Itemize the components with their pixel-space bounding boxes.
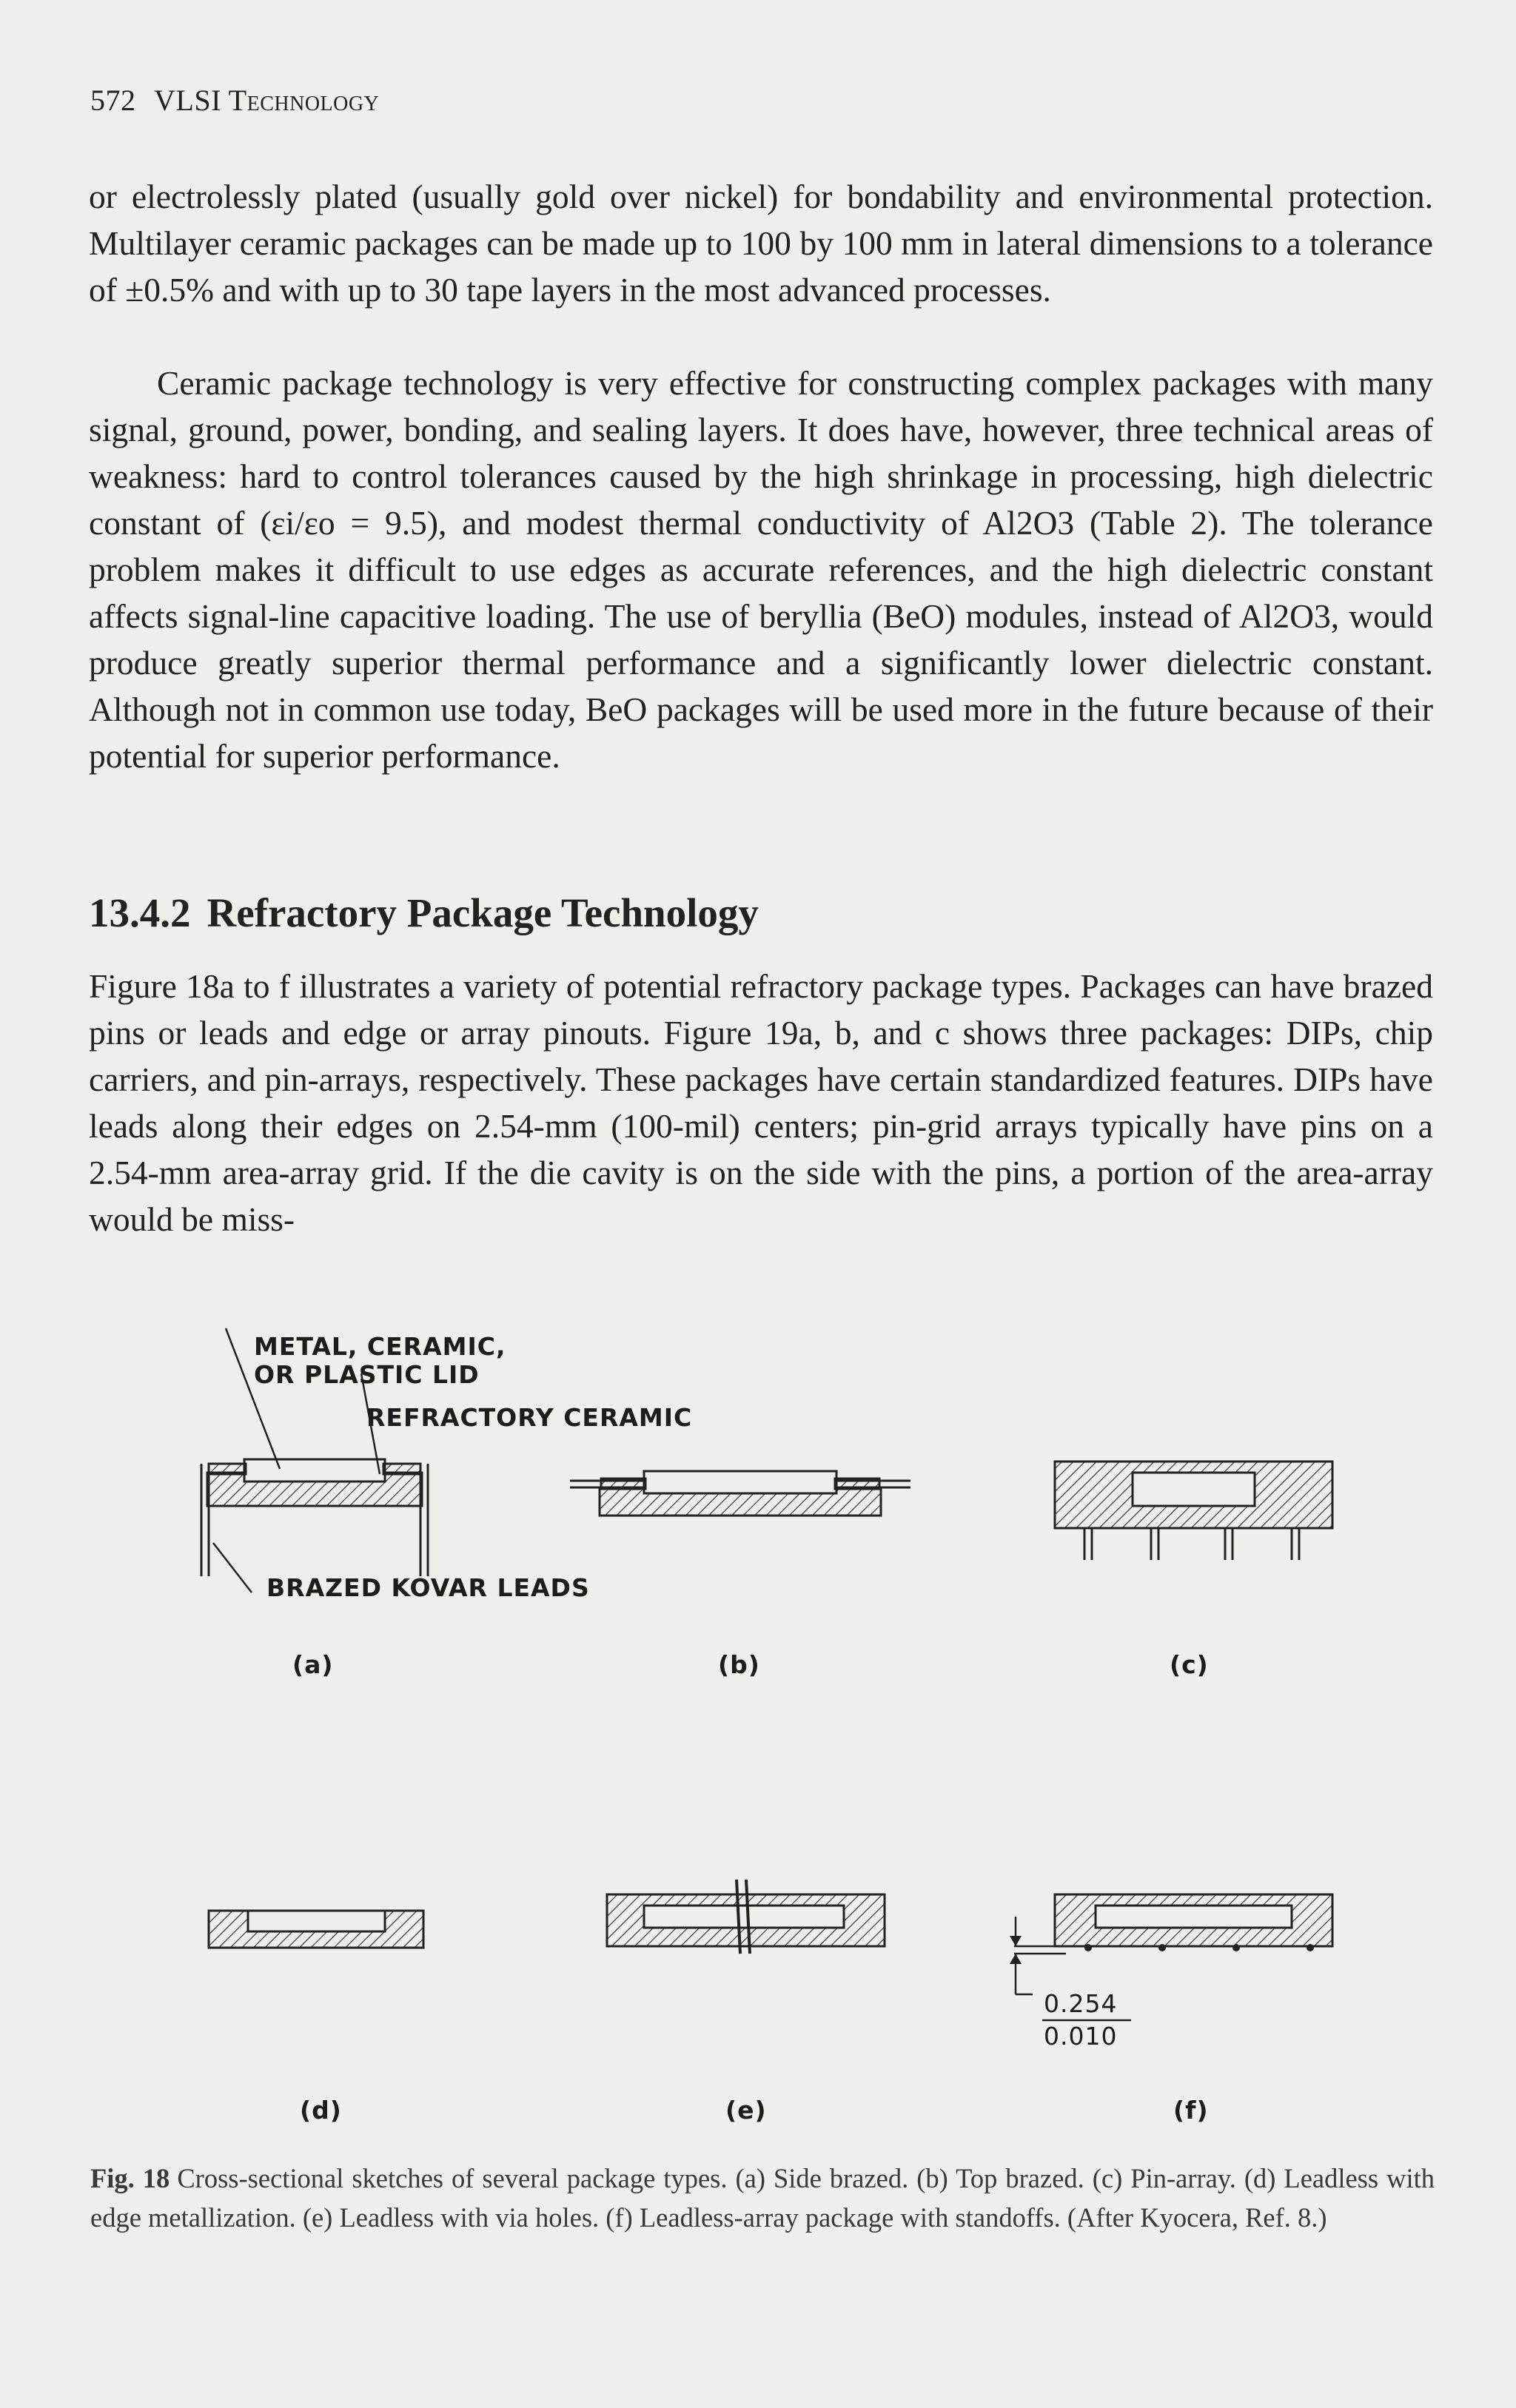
package-sketches	[0, 1302, 1516, 2153]
caption-label: Fig. 18	[90, 2163, 170, 2193]
sketch-d	[209, 1911, 423, 1948]
callout-lid-line1: METAL, CERAMIC,	[254, 1332, 506, 1361]
sketch-c	[1055, 1462, 1332, 1560]
running-title: VLSI Technology	[154, 84, 380, 117]
section-title: Refractory Package Technology	[207, 890, 759, 935]
running-header	[90, 83, 379, 118]
panel-label-f: (f)	[1173, 2096, 1209, 2125]
paragraph-3: Figure 18a to f illustrates a variety of potential refractory package types. Packages can have brazed pins or leads and edge or array pinouts. Figure 19a, b, and c shows three packages: DIPs, chip carriers, and pin-arrays, respectively. These packages have certain standardized features. DIPs have leads along their edges on 2.54-mm (100-mil) centers; pin-grid arrays typically have pins on a 2.54-mm area-array grid. If the die cavity is on the side with the pins, a portion of the area-array would be miss-	[89, 967, 1433, 1238]
page-number: 572	[90, 84, 136, 117]
figure-18	[0, 1302, 1516, 2153]
panel-label-e: (e)	[725, 2096, 767, 2125]
section-heading	[89, 889, 759, 936]
paragraph-1: or electrolessly plated (usually gold over nickel) for bondability and environmental protection. Multilayer ceramic packages can be made up to 100 by 100 mm in lateral dimensions to a tolerance of ±0.5% and with up to 30 tape layers in the most advanced processes.	[89, 178, 1433, 309]
panel-label-a: (a)	[292, 1650, 334, 1679]
panel-label-b: (b)	[718, 1650, 760, 1679]
dimension-inch: 0.010	[1044, 2022, 1118, 2051]
dimension-mm: 0.254	[1044, 1989, 1118, 2018]
paragraph-2: Ceramic package technology is very effective for constructing complex packages with many signal, ground, power, bonding, and sealing layers. It does have, however, three technical areas of weakness: hard to control tolerances caused by the high shrinkage in processing, high dielectric constant of (εi/εo = 9.5), and modest thermal conductivity of Al2O3 (Table 2). The tolerance problem makes it difficult to use edges as accurate references, and the high dielectric constant affects signal-line capacitive loading. The use of beryllia (BeO) modules, instead of Al2O3, would produce greatly superior thermal performance and a significantly lower dielectric constant. Although not in common use today, BeO packages will be used more in the future because of their potential for superior performance.	[89, 364, 1433, 775]
sketch-b	[570, 1471, 910, 1516]
caption-text: Cross-sectional sketches of several package types. (a) Side brazed. (b) Top brazed. (c) Pin-array. (d) Leadless with edge metallization. (e) Leadless with via holes. (f) Leadless-array package with standoffs. (After Kyocera, Ref. 8.)	[90, 2163, 1435, 2233]
callout-brazed-leads: BRAZED KOVAR LEADS	[266, 1573, 590, 1602]
figure-caption	[90, 2159, 1435, 2237]
panel-label-c: (c)	[1170, 1650, 1209, 1679]
callout-lid-line2: OR PLASTIC LID	[254, 1360, 480, 1389]
section-number: 13.4.2	[89, 890, 191, 935]
callout-refractory-ceramic: REFRACTORY CERAMIC	[366, 1403, 693, 1432]
sketch-e	[607, 1880, 885, 1954]
panel-label-d: (d)	[300, 2096, 342, 2125]
